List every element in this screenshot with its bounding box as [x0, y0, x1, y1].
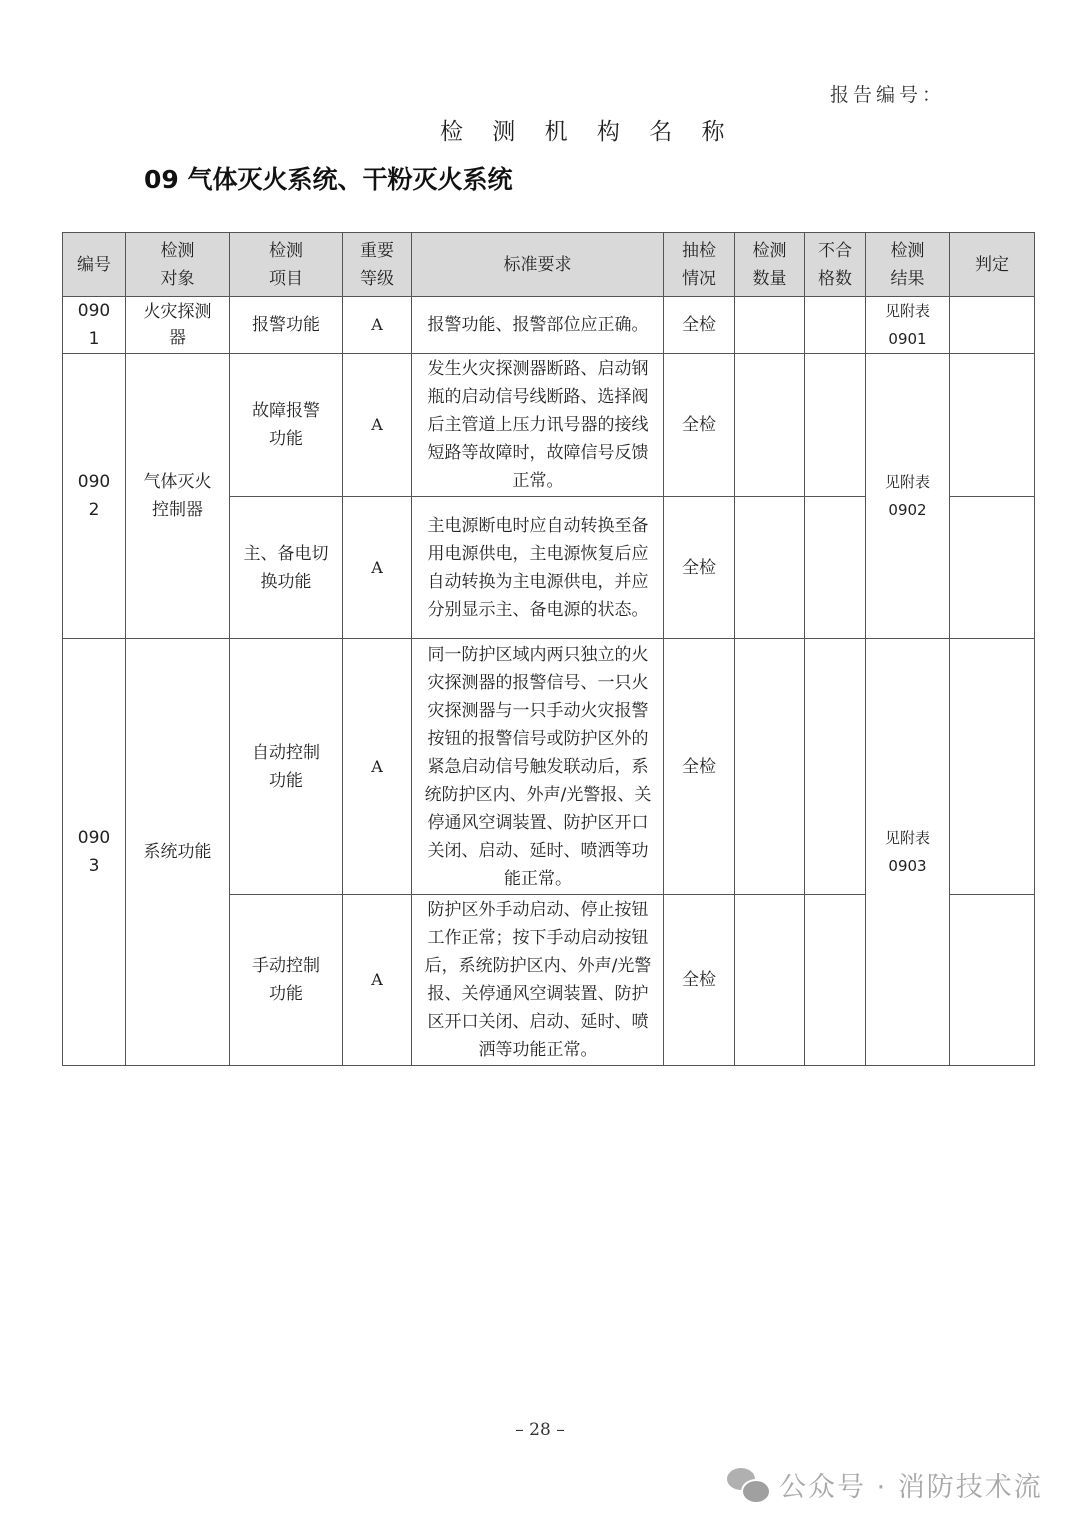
watermark: [727, 1465, 1043, 1504]
wechat-icon: [727, 1468, 769, 1502]
item-verdict: [950, 639, 1035, 895]
section-title: 09 气体灭火系统、干粉灭火系统: [144, 165, 513, 194]
item-verdict: [950, 354, 1035, 497]
inspection-table: [62, 232, 1035, 1066]
report-number-label: 报告编号：: [830, 84, 946, 106]
item-standard: 同一防护区域内两只独立的火灾探测器的报警信号、一只火灾探测器与一只手动火灾报警按钮的报警信号或防护区外的紧急启动信号触发联动后，系统防护区内、外声/光警报、关停通风空调装置、防护区开口关闭、启动、延时、喷洒等功能正常。: [412, 639, 664, 895]
item-level: A: [343, 895, 412, 1066]
item-failed: [805, 639, 866, 895]
item-standard: 报警功能、报警部位应正确。: [412, 297, 664, 354]
item-object: 系统功能: [126, 639, 230, 1066]
item-verdict: [950, 895, 1035, 1066]
item-quantity: [735, 895, 805, 1066]
watermark-text: 公众号 · 消防技术流: [779, 1472, 1043, 1503]
col-header-result: 检测 结果: [866, 233, 950, 297]
table-row: [63, 354, 1035, 497]
item-quantity: [735, 639, 805, 895]
item-verdict: [950, 297, 1035, 354]
item-verdict: [950, 497, 1035, 639]
item-level: A: [343, 497, 412, 639]
item-name: 报警功能: [230, 297, 343, 354]
item-failed: [805, 497, 866, 639]
item-quantity: [735, 297, 805, 354]
item-sampling: 全检: [664, 895, 735, 1066]
item-standard: 主电源断电时应自动转换至备用电源供电，主电源恢复后应自动转换为主电源供电，并应分别显示主、备电源的状态。: [412, 497, 664, 639]
item-result: 见附表 0901: [866, 297, 950, 354]
item-name: 主、备电切 换功能: [230, 497, 343, 639]
item-quantity: [735, 497, 805, 639]
item-code: 090 1: [63, 297, 126, 354]
col-header-standard: 标准要求: [412, 233, 664, 297]
item-object: 火灾探测 器: [126, 297, 230, 354]
item-sampling: 全检: [664, 354, 735, 497]
item-level: A: [343, 639, 412, 895]
col-header-sampling: 抽检 情况: [664, 233, 735, 297]
item-sampling: 全检: [664, 497, 735, 639]
item-failed: [805, 297, 866, 354]
col-header-level: 重要 等级: [343, 233, 412, 297]
table-row: [63, 639, 1035, 895]
item-failed: [805, 895, 866, 1066]
item-name: 自动控制 功能: [230, 639, 343, 895]
item-level: A: [343, 297, 412, 354]
item-sampling: 全检: [664, 639, 735, 895]
item-standard: 防护区外手动启动、停止按钮工作正常；按下手动启动按钮后，系统防护区内、外声/光警报、关停通风空调装置、防护区开口关闭、启动、延时、喷洒等功能正常。: [412, 895, 664, 1066]
item-failed: [805, 354, 866, 497]
col-header-quantity: 检测 数量: [735, 233, 805, 297]
item-code: 090 2: [63, 354, 126, 639]
organization-name: 检 测 机 构 名 称: [440, 119, 736, 145]
table-header-row: [63, 233, 1035, 297]
col-header-failed: 不合 格数: [805, 233, 866, 297]
col-header-code: 编号: [63, 233, 126, 297]
col-header-verdict: 判定: [950, 233, 1035, 297]
item-name: 手动控制 功能: [230, 895, 343, 1066]
item-name: 故障报警 功能: [230, 354, 343, 497]
item-object: 气体灭火 控制器: [126, 354, 230, 639]
table-row: [63, 297, 1035, 354]
item-standard: 发生火灾探测器断路、启动钢瓶的启动信号线断路、选择阀后主管道上压力讯号器的接线短路等故障时，故障信号反馈正常。: [412, 354, 664, 497]
item-sampling: 全检: [664, 297, 735, 354]
col-header-item: 检测 项目: [230, 233, 343, 297]
item-code: 090 3: [63, 639, 126, 1066]
page-number: – 28 –: [515, 1420, 565, 1440]
item-result: 见附表 0902: [866, 354, 950, 639]
item-result: 见附表 0903: [866, 639, 950, 1066]
item-level: A: [343, 354, 412, 497]
item-quantity: [735, 354, 805, 497]
col-header-object: 检测 对象: [126, 233, 230, 297]
